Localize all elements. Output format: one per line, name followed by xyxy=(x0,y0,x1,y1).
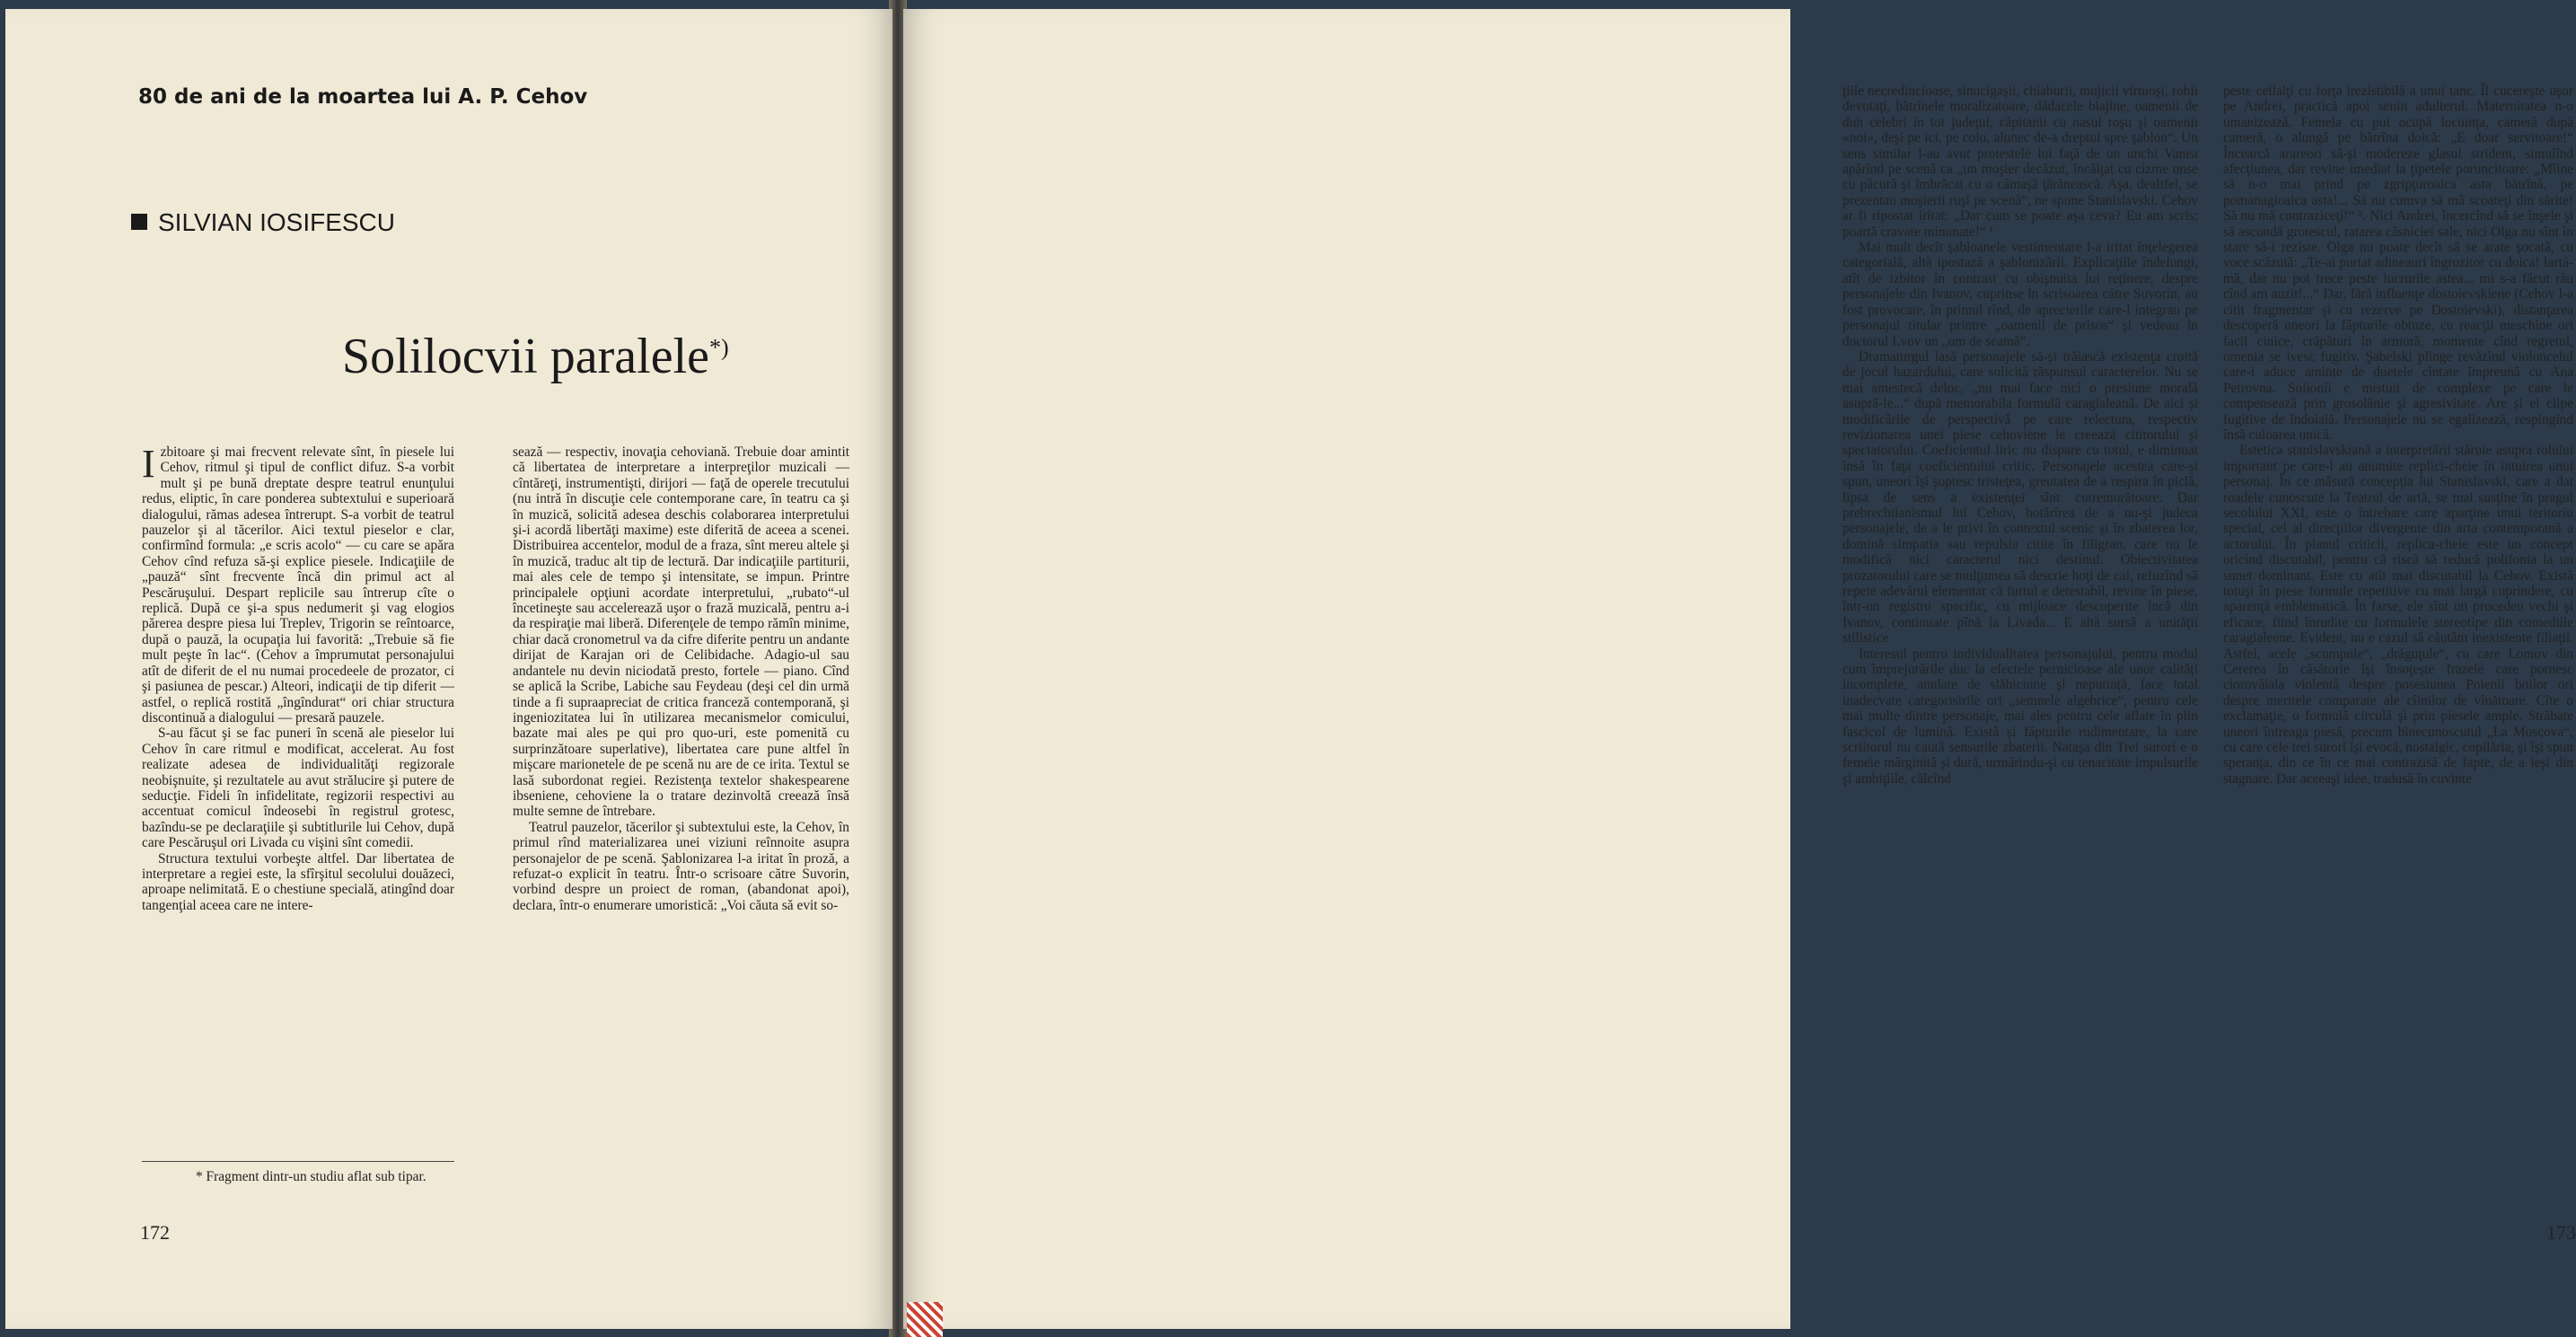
paragraph: Estetica stanislavskiană a interpretării stăruie asupra rolului important pe care-l au anumite replici-cheie în intuirea unui personaj. În ce măsură concepţia lui Stanislavski, care a dat roadele cunoscute la Teatrul de artă, se mai susţine în pragul secolului XXI, este o întrebare care aparţine unui teritoriu special, cel al direcţiilor divergente din arta contemporană a actorului. În planul criticii, replica-cheie este un concept oricînd discutabil, pentru că riscă să reducă polifonia la un sunet dominant. Este cu atît mai discutabil la Cehov. Există totuşi în piese formule repetitive cu mai largă cuprindere, cu aparenţă emblematică. În farse, ele sînt un procedeu vechi şi eficace, fiind înrudite cu formulele stereotipe din comediile caragialeene. Evident, nu e cazul să căutăm inexistente filiaţii. Astfel, acele „scumpule“, „drăguţule“, cu care Lomov din Cererea în căsătorie îşi însoţeşte frazele care pornesc ciorovăiala violentă despre posesiunea Poienii boilor ori despre meritele comparate ale cîinilor de vînătoare. Cîte o exclamaţie, o formulă circulă şi prin piesele ample. Străbate uneori întreaga piesă, precum binecunoscutul „La Moscova“, cu care cele trei surori îşi evocă, nostalgic, copilăria, şi îşi spun speranţa, din ce în ce mai contrazisă de fapte, de a ieşi din stagnare. Dar aceeaşi idee, tradusă în cuvinte xyxy=(2223,443,2573,787)
paragraph: Dramaturgul lasă personajele să-şi trăiască existenţa croită de jocul hazardului, care solicită răspunsul caracterelor. Nu se mai amestecă deloc, „nu mai face nici o presiune morală asupră-le...“ după memorabila formulă caragialeană. De aici şi modificările de perspectivă pe care relectura, respectiv revizionarea unei piese cehoviene le creează cititorului şi spectatorului. Coeficientul liric nu dispare cu totul, e diminuat însă în faţa coeficientului critic. Personajele acestea care-şi spun, uneori îşi şoptesc tristeţea, greutatea de a respira în piclă, lipsa de sens a existenţei sînt cutremurătoare. Dar prebrechtianismul lui Cehov, hotărîrea de a nu-şi judeca personajele, de a le privi în contextul scenic şi în zbaterea lor, domină simpatia sau repulsia citite în filigran, care nu le modifică nici caracterul nici destinul. Obiectivitatea prozatorului care se mulţumea să descrie hoţi de cai, refuzînd să repete adevărul elementar că furtul e detestabil, revine în piese, într-un registru specific, cu mijloace descoperite încă din Ivanov, continuate pînă la Livada... E altă sursă a unităţii stilistice xyxy=(1842,348,2198,647)
paragraph: S-au făcut şi se fac puneri în scenă ale pieselor lui Cehov în care ritmul e modificat, accelerat. Au fost realizate adesea de individualităţi regizorale neobişnuite, şi rezultatele au avut strălucire şi putere de seducţie. Fideli în infidelitate, regizorii respectivi au accentuat comicul îndeosebi în registrul grotesc, bazîndu-se pe declaraţiile şi subtitlurile lui Cehov, după care Pescăruşul ori Livada cu vişini sînt comedii. xyxy=(142,726,454,851)
left-column-2 xyxy=(513,444,849,913)
bookmark-ribbon xyxy=(907,1302,943,1337)
paragraph: ţiile necredincioase, sinucigaşii, chiaburii, mujicii virtuoşi, robii devotaţi, bătrînele moralizatoare, dădacele blajine, oamenii de duh celebri în tot judeţul, căpitanii cu nasul roşu şi oamenii «noi», deşi pe ici, pe colo, alunec de-a dreptul spre şablon“. Un sens similar l-au avut protestele lui faţă de un unchi Vanea apărînd pe scenă ca „un moşier decăzut, încălţat cu cizme unse cu păcură şi îmbrăcat cu o cămaşă ţărănească. Aşa, dealtfel, se prezentau moşierii ruşi pe scenă“, ne spune Stanislavski. Cehov ar fi ripostat iritat: „Dar cum se poate aşa ceva? Eu am scris: poartă cravate minunate!“ ¹ xyxy=(1842,84,2198,240)
title-text: Solilocvii paralele xyxy=(342,329,709,384)
paragraph: sează — respectiv, inovaţia cehoviană. Trebuie doar amintit că libertatea de interpretare a interpreţilor muzicali — cîntăreţi, instrumentişti, dirijori — faţă de operele trecutului (nu intră în discuţie cele contemporane care, în teatru ca şi în muzică, solicită adesea deschis colaborarea interpretului şi-i acordă libertăţi maxime) este diferită de aceea a scenei. Distribuirea accentelor, modul de a fraza, sînt mereu altele şi în muzică, traduc alt tip de lectură. Dar indicaţiile partiturii, mai ales cele de tempo şi intensitate, se impun. Printre principalele opţiuni acordate interpretului, „rubato“-ul încetineşte sau accelerează uşor o frază muzicală, pentru a-i da respiraţie mai liberă. Diferenţele de tempo rămîn minime, chiar dacă cronometrul va da cifre diferite pentru un andante dirijat de Karajan ori de Celibidache. Adagio-ul sau andantele nu devin niciodată presto, fortele — piano. Cînd se aplică la Scribe, Labiche sau Feydeau (deşi cel din urmă tinde a fi supraapreciat de critica franceză contemporană, şi ingeniozitatea lui în utilizarea mecanismelor comicului, bazate mai ales pe qui pro quo-uri, este pomenită cu surprinzătoare superlative), libertatea care pune altfel în mişcare marionetele de pe scenă nu are de ce irita. Textul se lasă subordonat regiei. Rezistenţa textelor shakespearene ibseniene, cehoviene la o tratare dezinvoltă creează însă multe semne de întrebare. xyxy=(513,444,849,820)
paragraph: Mai mult decît şabloanele vestimentare l-a iritat înţelegerea categorială, altă ipostază a şablonizării. Explicaţiile îndelungi, atît de izbitor în contrast cu obişnuita lui reţinere, despre personajele din Ivanov, cuprinse în scrisoarea către Suvorin, au fost provocate, în primul rînd, de aprecierile care-l integrau pe personajul titular printre „oamenii de prisos“ şi vedeau în doctorul Lvov un „om de seamă“. xyxy=(1842,240,2198,349)
running-header: 80 de ani de la moartea lui A. P. Cehov xyxy=(138,85,588,109)
footnote xyxy=(142,1161,454,1184)
paragraph: Structura textului vorbeşte altfel. Dar libertatea de interpretare a regiei este, la sfîrşitul secolului douăzeci, aproape nelimitată. E o chestiune specială, atingînd doar tangenţial aceea care ne intere- xyxy=(142,850,454,913)
right-column-1 xyxy=(1842,84,2198,787)
paragraph-text: zbitoare şi mai frecvent relevate sînt, în piesele lui Cehov, ritmul şi tipul de conflict difuz. S-a vorbit mult şi pe bună dreptate despre teatrul enunţului redus, eliptic, în care ponderea subtextului e superioară dialogului, rămas adesea întrerupt. S-a vorbit de teatrul pauzelor şi al tăcerilor. Aici textul pieselor e clar, confirmînd formula: „e scris acolo“ — cu care se apăra Cehov cînd refuza să-şi explice piesele. Indicaţiile de „pauză“ sînt frecvente încă din primul act al Pescăruşului. Despart replicile sau întrerup cîte o replică. După ce şi-a spus nedumerit şi vag elogios părerea despre piesa lui Treplev, Trigorin se reîntoarce, după o pauză, la ocupaţia lui favorită: „Trebuie să fie mult peşte în lac“. (Cehov a împrumutat personajului atît de diferit de el nu numai procedeele de prozator, ci şi pasiunea de pescar.) Alteori, indicaţii de tip diferit — astfel, o replică rostită „îngîndurat“ ori chiar structura discontinuă a dialogului — presară pauzele. xyxy=(142,444,454,726)
right-page xyxy=(903,9,2576,1329)
square-bullet-icon xyxy=(131,214,147,230)
title-footnote-mark: *) xyxy=(708,334,729,361)
paragraph: Teatrul pauzelor, tăcerilor şi subtextului este, la Cehov, în primul rînd materializarea unei viziuni reînnoite asupra personajelor de pe scenă. Şablonizarea l-a iritat în proză, a refuzat-o explicit în teatru. Într-o scrisoare către Suvorin, vorbind despre un proiect de roman, (abandonat apoi), declara, într-o enumerare umoristică: „Voi căuta să evit so- xyxy=(513,819,849,913)
drop-cap: I xyxy=(142,442,155,486)
paragraph xyxy=(142,444,454,726)
article-title xyxy=(342,328,729,385)
footnote-text: * Fragment dintr-un studiu aflat sub tipar. xyxy=(196,1169,426,1184)
author-name xyxy=(131,208,395,237)
left-column-1 xyxy=(142,444,454,913)
left-page xyxy=(5,9,892,1329)
page-number: 173 xyxy=(2546,1221,2576,1244)
paragraph: Interesul pentru individualitatea personajului, pentru modul cum împrejurările duc la efectele pernicioase ale unor calităţi incomplete, anulate de slăbiciune şi neputinţă, face total inadecvate categorisirile ori „semnele algebrice“, pentru cele mai multe dintre personaje, mai ales pentru cele aflate în plin fascicol de lumină. Există şi făpturile rudimentare, la care scriitorul nu caută sensurile zbaterii. Nataşa din Trei surori e o femeie mărginită şi dură, urmărindu-şi cu tenacitate impulsurile şi ambiţiile, călcînd xyxy=(1842,646,2198,787)
paragraph: peste ceilalţi cu forţa irezistibilă a unui tanc. Îl cucereşte uşor pe Andrei, practică apoi senin adulterul. Maternitatea n-o umanizează. Femela cu pui ocupă locuinţa, cameră după cameră, o alungă pe bătrîna doică: „E doar servitoare!“ Încearcă arareori să-şi modereze glasul strident, simulînd afecţiunea, dar revine imediat la ţipetele poruncitoare: „Mîine să n-o mai prind pe zgripţuroaica asta bătrînă, pe pomanagioaica asta!... Să nu cumva să mă scoateţi din sărite! Să nu mă contraziceţi!“ ². Nici Andrei, încercînd să se înşele şi să ascundă grotescul, ratarea căsniciei sale, nici Olga nu sînt în stare să-i reziste. Olga nu poate decît să se arate şocată, cu voce scăzută: „Te-ai purtat adineauri îngrozitor cu doica! Iartă-mă, dar nu pot trece peste lucrurile astea... mi s-a făcut rău cînd am auzit!...“ Dar, fără influenţe dostoievskiene (Cehov l-a citit fragmentar şi cu rezerve pe Dostoievski), distanţarea descoperă uneori la făpturile obtuze, cu reacţii meschine ori facil cinice, crăpături în armură, momente cînd regretul, omenia se ivesc fugitiv. Şabelski plînge revăzînd violoncelul care-i aduce aminte de duetele cîntate împreună cu Ana Petrovna. Solionîi e mistuit de complexe pe care le compensează prin grosolănie şi agresivitate. Are şi el clipe fugitive de îndoială. Personajele nu se egalizează, respingînd însă culoarea unică. xyxy=(2223,84,2573,443)
page-number: 172 xyxy=(140,1221,170,1244)
author-text: SILVIAN IOSIFESCU xyxy=(158,208,395,236)
right-column-2 xyxy=(2223,84,2573,787)
